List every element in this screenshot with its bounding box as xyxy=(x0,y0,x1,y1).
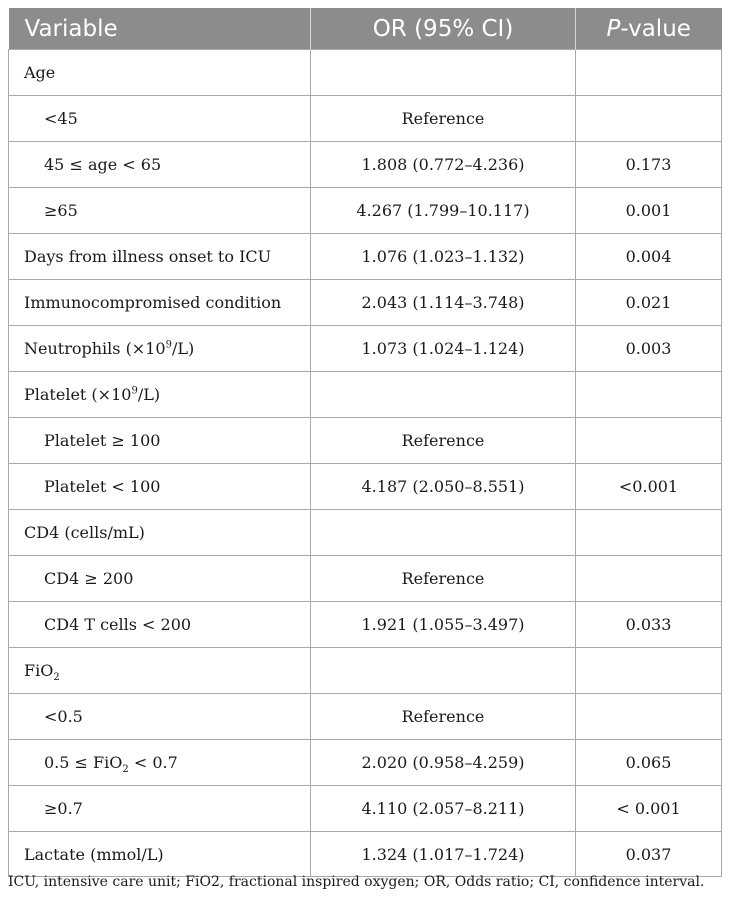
cell-or xyxy=(311,372,576,418)
cell-or: Reference xyxy=(311,96,576,142)
cell-or xyxy=(311,648,576,694)
table-footnote: ICU, intensive care unit; FiO2, fractional inspired oxygen; OR, Odds ratio; CI, confidence interval. xyxy=(8,874,705,890)
cell-variable: CD4 T cells < 200 xyxy=(9,602,311,648)
cell-or: 1.808 (0.772–4.236) xyxy=(311,142,576,188)
table-header-row xyxy=(9,8,722,50)
cell-variable: CD4 ≥ 200 xyxy=(9,556,311,602)
variable-text: Neutrophils (×10 xyxy=(24,339,166,358)
table-row xyxy=(9,740,722,786)
cell-or: Reference xyxy=(311,418,576,464)
cell-variable: Platelet < 100 xyxy=(9,464,311,510)
cell-variable: ≥0.7 xyxy=(9,786,311,832)
table-row xyxy=(9,786,722,832)
cell-variable: Days from illness onset to ICU xyxy=(9,234,311,280)
cell-p-value: 0.037 xyxy=(576,832,722,877)
cell-variable: <0.5 xyxy=(9,694,311,740)
cell-or: 1.073 (1.024–1.124) xyxy=(311,326,576,372)
table-row xyxy=(9,602,722,648)
variable-text: /L) xyxy=(137,385,161,404)
table-body xyxy=(9,50,722,877)
cell-or: 4.187 (2.050–8.551) xyxy=(311,464,576,510)
cell-p-value: 0.033 xyxy=(576,602,722,648)
table-row xyxy=(9,280,722,326)
cell-or: 4.267 (1.799–10.117) xyxy=(311,188,576,234)
table-row xyxy=(9,326,722,372)
cell-p-value: 0.173 xyxy=(576,142,722,188)
cell-p-value: 0.065 xyxy=(576,740,722,786)
cell-p-value xyxy=(576,556,722,602)
results-table-container xyxy=(8,8,721,877)
header-p-value xyxy=(576,8,722,50)
cell-p-value: <0.001 xyxy=(576,464,722,510)
cell-variable xyxy=(9,740,311,786)
cell-or: 1.324 (1.017–1.724) xyxy=(311,832,576,877)
header-variable: Variable xyxy=(9,8,311,50)
header-p-prefix: P xyxy=(606,15,621,42)
cell-or: 1.921 (1.055–3.497) xyxy=(311,602,576,648)
cell-or xyxy=(311,50,576,96)
cell-variable: Platelet ≥ 100 xyxy=(9,418,311,464)
odds-ratio-table xyxy=(8,8,722,877)
cell-variable: <45 xyxy=(9,96,311,142)
cell-p-value: 0.004 xyxy=(576,234,722,280)
variable-text: FiO xyxy=(24,661,54,680)
cell-variable xyxy=(9,326,311,372)
table-row xyxy=(9,142,722,188)
variable-text: < 0.7 xyxy=(128,753,178,772)
header-or: OR (95% CI) xyxy=(311,8,576,50)
table-row xyxy=(9,648,722,694)
cell-variable: Age xyxy=(9,50,311,96)
cell-p-value xyxy=(576,648,722,694)
table-row xyxy=(9,832,722,877)
table-row xyxy=(9,510,722,556)
header-p-suffix: -value xyxy=(620,15,691,42)
cell-variable xyxy=(9,372,311,418)
variable-text: 0.5 ≤ FiO xyxy=(44,753,123,772)
table-row xyxy=(9,234,722,280)
cell-p-value: < 0.001 xyxy=(576,786,722,832)
cell-variable xyxy=(9,648,311,694)
cell-or: Reference xyxy=(311,556,576,602)
table-row xyxy=(9,188,722,234)
variable-superscript: 9 xyxy=(165,339,172,351)
cell-or: 4.110 (2.057–8.211) xyxy=(311,786,576,832)
cell-p-value xyxy=(576,418,722,464)
cell-p-value xyxy=(576,694,722,740)
table-row xyxy=(9,464,722,510)
variable-subscript: 2 xyxy=(53,672,60,684)
cell-p-value xyxy=(576,50,722,96)
table-row xyxy=(9,372,722,418)
cell-or: 1.076 (1.023–1.132) xyxy=(311,234,576,280)
cell-or: Reference xyxy=(311,694,576,740)
cell-variable: ≥65 xyxy=(9,188,311,234)
variable-subscript: 2 xyxy=(122,764,129,776)
cell-variable: Lactate (mmol/L) xyxy=(9,832,311,877)
variable-text: Platelet (×10 xyxy=(24,385,132,404)
cell-variable: Immunocompromised condition xyxy=(9,280,311,326)
cell-p-value: 0.021 xyxy=(576,280,722,326)
cell-p-value xyxy=(576,510,722,556)
cell-or: 2.043 (1.114–3.748) xyxy=(311,280,576,326)
table-row xyxy=(9,694,722,740)
cell-variable: CD4 (cells/mL) xyxy=(9,510,311,556)
cell-or: 2.020 (0.958–4.259) xyxy=(311,740,576,786)
cell-or xyxy=(311,510,576,556)
cell-p-value: 0.003 xyxy=(576,326,722,372)
variable-text: /L) xyxy=(171,339,195,358)
cell-variable: 45 ≤ age < 65 xyxy=(9,142,311,188)
cell-p-value: 0.001 xyxy=(576,188,722,234)
table-row xyxy=(9,50,722,96)
cell-p-value xyxy=(576,96,722,142)
cell-p-value xyxy=(576,372,722,418)
table-row xyxy=(9,418,722,464)
table-row xyxy=(9,556,722,602)
table-row xyxy=(9,96,722,142)
variable-superscript: 9 xyxy=(131,385,138,397)
